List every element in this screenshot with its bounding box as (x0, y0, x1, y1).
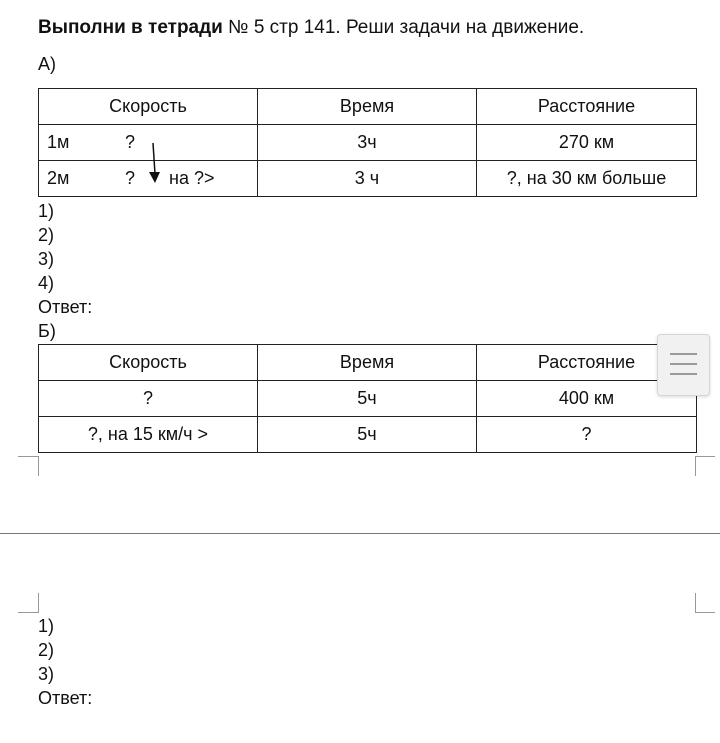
time-value: 3ч (258, 125, 477, 161)
table-row (39, 125, 697, 161)
speed-value: ?, на 15 км/ч > (39, 417, 258, 453)
header-speed: Скорость (39, 345, 258, 381)
speed-value: ? (39, 381, 258, 417)
time-value: 5ч (258, 381, 477, 417)
margin-marker (695, 612, 715, 613)
time-value: 3 ч (258, 161, 477, 197)
step-line: 4) (38, 273, 55, 293)
distance-value: 400 км (477, 381, 697, 417)
speed-cell-2 (39, 161, 258, 197)
margin-marker (695, 456, 715, 457)
answer-line: Ответ: (38, 688, 93, 708)
step-line: 2) (38, 640, 55, 660)
margin-marker (695, 456, 696, 476)
speed-note: на ?> (169, 168, 215, 188)
page-title (38, 17, 584, 39)
row-name: 2м (47, 168, 70, 188)
row-name: 1м (47, 132, 70, 152)
section-b-label: Б) (38, 321, 56, 341)
title-bold: Выполни в тетради (38, 17, 223, 38)
answer-line: Ответ: (38, 297, 93, 317)
header-distance: Расстояние (477, 89, 697, 125)
step-line: 3) (38, 249, 55, 269)
margin-marker (18, 456, 38, 457)
margin-marker (18, 612, 38, 613)
header-speed: Скорость (39, 89, 258, 125)
table-row (39, 161, 697, 197)
time-value: 5ч (258, 417, 477, 453)
distance-value: 270 км (477, 125, 697, 161)
margin-marker (38, 456, 39, 476)
table-row (39, 417, 697, 453)
step-line: 2) (38, 225, 55, 245)
table-a (38, 88, 697, 197)
speed-value: ? (125, 168, 136, 188)
section-a-steps (38, 199, 92, 319)
speed-value: ? (125, 132, 136, 152)
margin-marker (695, 593, 696, 613)
step-line: 1) (38, 201, 55, 221)
distance-value: ? (477, 417, 697, 453)
page2-steps (38, 614, 92, 710)
header-time: Время (258, 345, 477, 381)
step-line: 3) (38, 664, 55, 684)
table-a-header-row (39, 89, 697, 125)
margin-marker (38, 593, 39, 613)
arrow-down-icon (147, 141, 161, 187)
header-distance: Расстояние (477, 345, 697, 381)
title-rest: № 5 стр 141. Реши задачи на движение. (222, 17, 585, 38)
menu-button[interactable] (657, 334, 710, 396)
page-break-line (0, 533, 720, 534)
header-time: Время (258, 89, 477, 125)
step-line: 1) (38, 616, 55, 636)
table-b-header-row (39, 345, 697, 381)
table-b (38, 344, 697, 453)
table-row (39, 381, 697, 417)
distance-value: ?, на 30 км больше (477, 161, 697, 197)
section-a-label: А) (38, 54, 56, 74)
